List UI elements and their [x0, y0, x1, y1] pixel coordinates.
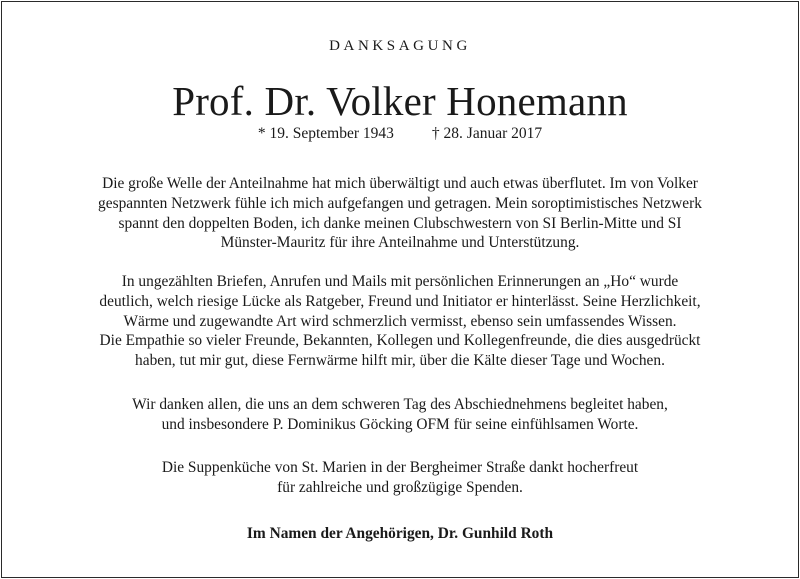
text-line: Wir danken allen, die uns an dem schweren Tag des Abschiednehmens begleitet haben,	[132, 396, 668, 413]
text-line: haben, tut mir gut, diese Fernwärme hilft mir, über die Kälte dieser Tage und Wochen.	[135, 352, 665, 370]
text-line: deutlich, welch riesige Lücke als Ratgeber, Freund und Initiator er hinterlässt. Seine Herzlichkeit,	[99, 292, 701, 310]
signature-line: Im Namen der Angehörigen, Dr. Gunhild Roth	[246, 525, 554, 542]
text-line: spannt den doppelten Boden, ich danke meinen Clubschwestern von SI Berlin-Mitte und SI	[118, 214, 682, 232]
paragraph-donations	[40, 458, 760, 498]
text-line: Münster-Mauritz für ihre Anteilnahme und Unterstützung.	[220, 234, 580, 252]
life-dates	[0, 124, 800, 144]
text-line: und insbesondere P. Dominikus Göcking OFM für seine einfühlsamen Worte.	[161, 415, 639, 433]
text-line: gespannten Netzwerk fühle ich mich aufgefangen und getragen. Mein soroptimistisches Netzwerk	[98, 194, 702, 212]
notice-heading: DANKSAGUNG	[329, 38, 471, 54]
text-line: Die Suppenküche von St. Marien in der Bergheimer Straße dankt hocherfreut	[161, 459, 639, 476]
text-line: Die Empathie so vieler Freunde, Bekannten, Kollegen und Kollegenfreunde, die dies ausgedrückt	[99, 332, 701, 350]
paragraph-thanks-network	[40, 174, 760, 253]
text-line: In ungezählten Briefen, Anrufen und Mails mit persönlichen Erinnerungen an „Ho“ wurde	[121, 273, 679, 290]
text-line: für zahlreiche und großzügige Spenden.	[277, 478, 523, 496]
death-date: † 28. Januar 2017	[431, 125, 543, 142]
birth-date: * 19. September 1943	[257, 125, 394, 142]
text-line: Wärme und zugewandte Art wird schmerzlich vermisst, ebenso sein umfassendes Wissen.	[123, 312, 677, 330]
text-line: Die große Welle der Anteilnahme hat mich überwältigt und auch etwas überflutet. Im von Volker	[102, 175, 698, 192]
paragraph-funeral-thanks	[40, 395, 760, 435]
paragraph-memories	[40, 272, 760, 371]
deceased-name: Prof. Dr. Volker Honemann	[172, 78, 628, 124]
